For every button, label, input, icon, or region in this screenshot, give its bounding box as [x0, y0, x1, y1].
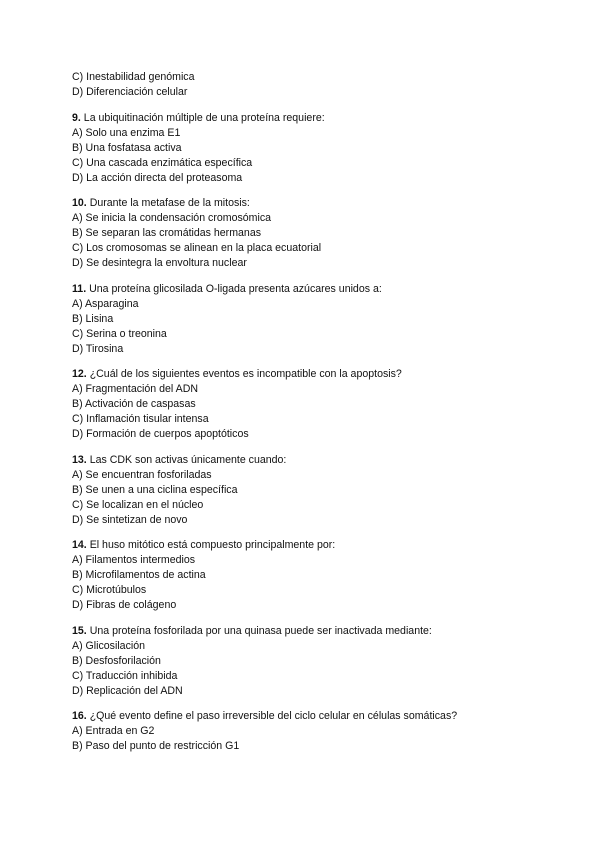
carryover-options [72, 70, 542, 100]
question-11 [72, 282, 542, 357]
question-15 [72, 624, 542, 699]
option: D) Tirosina [72, 342, 124, 355]
option: A) Solo una enzima E1 [72, 126, 181, 139]
question-9 [72, 111, 542, 186]
option: A) Filamentos intermedios [72, 554, 196, 566]
option: C) Traducción inhibida [72, 669, 178, 682]
question-number: 14. [72, 539, 87, 551]
question-text: El huso mitótico está compuesto principalmente por: [89, 539, 336, 551]
option: B) Se separan las cromátidas hermanas [72, 227, 262, 239]
option: A) Se encuentran fosforiladas [72, 468, 212, 481]
option: D) Diferenciación celular [72, 86, 188, 98]
question-16 [72, 709, 542, 754]
option: C) Se localizan en el núcleo [72, 498, 204, 511]
option: A) Glicosilación [72, 639, 146, 652]
question-stem [72, 538, 542, 553]
question-stem [72, 709, 542, 724]
question-13 [72, 453, 542, 528]
question-stem [72, 282, 542, 297]
option: D) Replicación del ADN [72, 684, 183, 697]
question-text: ¿Cuál de los siguientes eventos es incompatible con la apoptosis? [89, 368, 402, 380]
option: B) Una fosfatasa activa [72, 141, 182, 154]
question-number: 13. [72, 453, 87, 466]
option: B) Desfosforilación [72, 654, 161, 667]
question-stem [72, 367, 542, 382]
option: A) Asparagina [72, 297, 139, 310]
option: B) Paso del punto de restricción G1 [72, 740, 240, 752]
question-number: 10. [72, 197, 87, 209]
question-number: 9. [72, 111, 81, 124]
question-stem [72, 196, 542, 211]
question-number: 11. [72, 282, 87, 295]
option: D) Se desintegra la envoltura nuclear [72, 257, 247, 269]
option: B) Microfilamentos de actina [72, 569, 206, 581]
question-stem [72, 624, 542, 639]
question-text: Las CDK son activas únicamente cuando: [89, 453, 287, 466]
question-number: 12. [72, 368, 87, 380]
option: A) Fragmentación del ADN [72, 383, 199, 395]
question-text: La ubiquitinación múltiple de una proteína requiere: [83, 111, 325, 124]
question-number: 16. [72, 710, 87, 722]
option: B) Se unen a una ciclina específica [72, 483, 238, 496]
option: A) Entrada en G2 [72, 725, 155, 737]
option: A) Se inicia la condensación cromosómica [72, 212, 272, 224]
question-stem [72, 453, 542, 468]
option: C) Microtúbulos [72, 584, 147, 596]
question-text: ¿Qué evento define el paso irreversible del ciclo celular en células somáticas? [89, 710, 458, 722]
option: C) Inflamación tisular intensa [72, 413, 209, 425]
option: C) Inestabilidad genómica [72, 71, 195, 83]
option: B) Activación de caspasas [72, 398, 196, 410]
option: D) Se sintetizan de novo [72, 513, 188, 526]
option: C) Una cascada enzimática específica [72, 156, 253, 169]
option: C) Los cromosomas se alinean en la placa ecuatorial [72, 242, 322, 254]
question-10 [72, 196, 542, 271]
question-number: 15. [72, 624, 87, 637]
question-stem [72, 111, 542, 126]
question-text: Una proteína glicosilada O-ligada presenta azúcares unidos a: [89, 282, 382, 295]
option: B) Lisina [72, 312, 114, 325]
option: D) Formación de cuerpos apoptóticos [72, 428, 249, 440]
question-14 [72, 538, 542, 613]
option: C) Serina o treonina [72, 327, 167, 340]
document-page [72, 70, 542, 754]
option: D) Fibras de colágeno [72, 599, 177, 611]
question-text: Durante la metafase de la mitosis: [89, 197, 250, 209]
question-text: Una proteína fosforilada por una quinasa puede ser inactivada mediante: [89, 624, 432, 637]
question-12 [72, 367, 542, 442]
option: D) La acción directa del proteasoma [72, 171, 243, 184]
